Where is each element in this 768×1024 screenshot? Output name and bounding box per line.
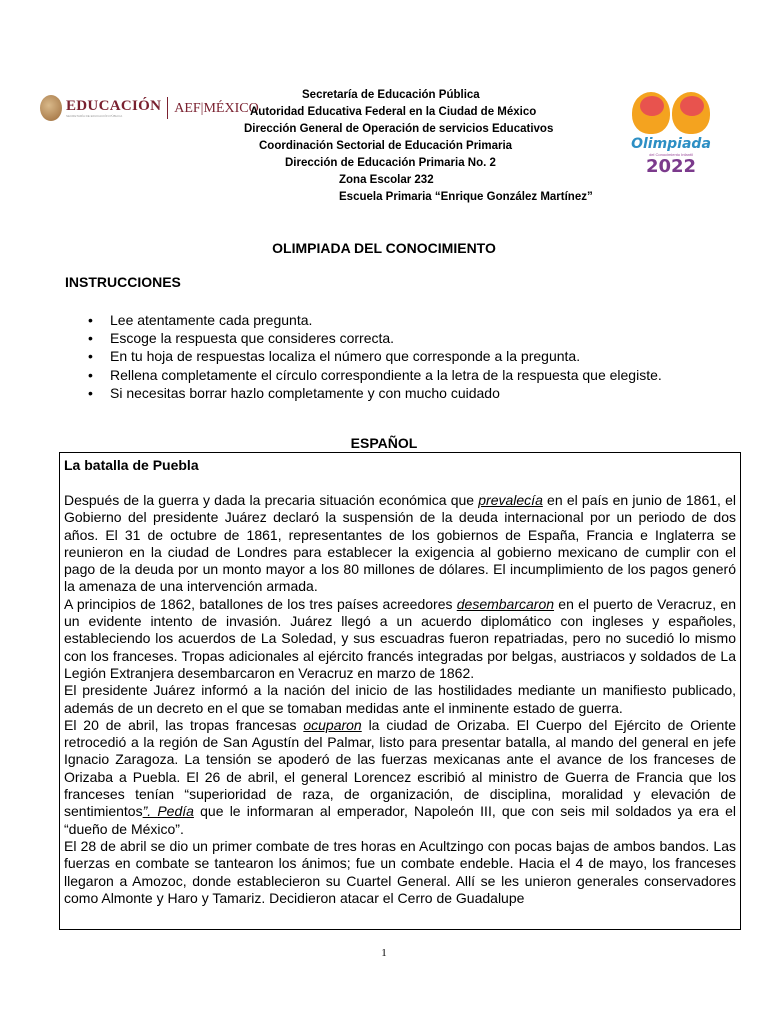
list-item: • Si necesitas borrar hazlo completamente y con mucho cuidado	[110, 384, 662, 402]
olimpiada-subtext: del Conocimiento Infantil	[649, 152, 693, 157]
page-title: OLIMPIADA DEL CONOCIMIENTO	[272, 240, 496, 256]
olimpiada-logo	[630, 92, 712, 180]
header-line: Dirección de Educación Primaria No. 2	[285, 157, 496, 169]
page-number: 1	[381, 947, 387, 959]
header-line: Coordinación Sectorial de Educación Primaria	[259, 140, 513, 152]
header-line: Autoridad Educativa Federal en la Ciudad de México	[250, 106, 537, 118]
paragraph: El 28 de abril se dio un primer combate de tres horas en Acultzingo con pocas bajas de ambos bandos. Las fuerzas en combate se tantearon los ánimos; fue un combate endeble. Hacia el 4 de mayo, los franceses llegaron a Amozoc, donde establecieron su Cuartel General. Allí se les unieron generales conservadores como Almonte y Haro y Tamariz. Decidieron atacar el Cerro de Guadalupe	[64, 837, 736, 906]
header-line: Zona Escolar 232	[339, 174, 434, 186]
list-item: • En tu hoja de respuestas localiza el número que corresponde a la pregunta.	[110, 347, 662, 365]
passage-body	[64, 492, 736, 907]
underlined-word: ”. Pedía	[142, 803, 194, 820]
list-item: • Rellena completamente el círculo correspondiente a la letra de la respuesta que elegiste.	[110, 366, 662, 384]
header-line: Secretaría de Educación Pública	[302, 89, 480, 101]
paragraph-text: que le informaran al emperador, Napoleón III, que con seis mil soldados ya era el “dueño de México”.	[64, 803, 736, 837]
paragraph-text: la ciudad de Orizaba. El Cuerpo del Ejército de Oriente retrocedió a la región de San Agustín del Palmar, listo para presentar batalla, al mando del general en jefe Ignacio Zaragoza. La tensión se apoderó de las fuerzas mexicanas ante el avance de los franceses de Orizaba a Puebla. El 26 de abril, el general Lorencez escribió al ministro de Guerra de Francia que los franceses tenían “superioridad de raza, de organización, de disciplina, moralidad y elevación de sentimientos	[64, 716, 736, 820]
brain-icon	[640, 96, 664, 116]
reading-passage-box	[59, 452, 741, 930]
underlined-word: prevalecía	[478, 492, 543, 508]
underlined-word: ocuparon	[303, 716, 362, 733]
section-title: ESPAÑOL	[350, 435, 418, 451]
paragraph	[64, 596, 736, 682]
header-line: Escuela Primaria “Enrique González Martínez”	[339, 191, 593, 203]
education-logo	[40, 93, 259, 123]
paragraph: El presidente Juárez informó a la nación del inicio de las hostilidades mediante un manifiesto publicado, además de un decreto en el que se tomaban medidas ante el inminente estado de guerra.	[64, 682, 736, 716]
brain-icon	[680, 96, 704, 116]
paragraph-text: A principios de 1862, batallones de los tres países acreedores	[64, 595, 457, 612]
head-icon	[632, 92, 670, 134]
list-item: • Escoge la respuesta que consideres correcta.	[110, 329, 662, 347]
aef-logo-text: AEF|MÉXICO	[174, 100, 259, 116]
paragraph-text: en el puerto de Veracruz, en un evidente intento de invasión. Juárez llegó a un acuerdo diplomático con ingleses y españoles, estableciendo los acuerdos de La Soledad, y sus escuadras fueron repatriadas, pero no sucedió lo mismo con los franceses. Tropas adicionales al ejército francés integradas por belgas, austriacos y soldados de La Legión Extranjera desembarcaron en Veracruz en marzo de 1862.	[64, 595, 736, 681]
paragraph-text: Después de la guerra y dada la precaria situación económica que	[64, 492, 479, 508]
instructions-list	[110, 311, 662, 402]
paragraph-text: en el país en junio de 1861, el Gobierno del presidente Juárez declaró la suspensión de la deuda internacional por un periodo de dos años. El 31 de octubre de 1861, representantes de los gobiernos de España, Francia e Inglaterra se reunieron en la ciudad de Londres para establecer la exigencia al gobierno mexicano de cumplir con el pago de la deuda por un monto mayor a los 80 millones de dólares. El incumplimiento de los pagos generó la amenaza de una intervención armada.	[64, 492, 736, 595]
paragraph	[64, 717, 736, 838]
paragraph-text: El 20 de abril, las tropas francesas	[64, 716, 304, 733]
seal-icon	[40, 95, 62, 121]
underlined-word: desembarcaron	[456, 595, 555, 612]
list-item: • Lee atentamente cada pregunta.	[110, 311, 662, 329]
olimpiada-year: 2022	[645, 156, 697, 177]
logo-divider	[167, 97, 168, 119]
paragraph	[64, 492, 736, 596]
educacion-logo-subtext: SECRETARÍA DE EDUCACIÓN PÚBLICA	[66, 113, 123, 118]
educacion-logo-text: EDUCACIÓN	[66, 97, 162, 114]
instructions-heading: INSTRUCCIONES	[65, 274, 181, 290]
passage-title: La batalla de Puebla	[64, 457, 199, 473]
head-icon	[672, 92, 710, 134]
header-line: Dirección General de Operación de servicios Educativos	[244, 123, 554, 135]
olimpiada-word: Olimpiada	[631, 136, 711, 152]
